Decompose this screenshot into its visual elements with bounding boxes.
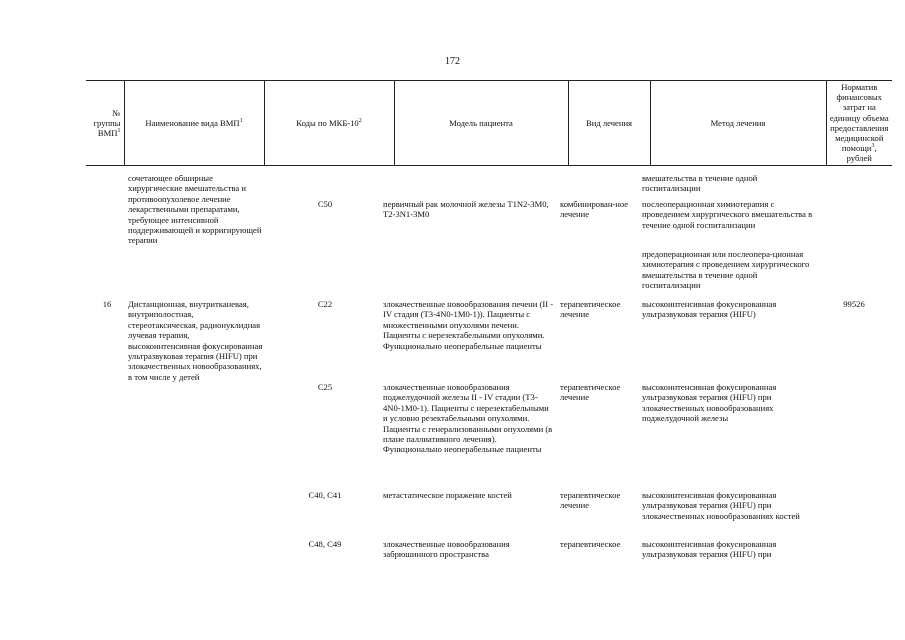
patient-model-c50: первичный рак молочной железы T1N2-3M0, T2-3N1-3M0 [383, 199, 549, 220]
treatment-type-c25: терапевтическое лечение [560, 382, 621, 403]
group-number-16: 16 [102, 299, 112, 309]
treatment-type-c40-c41: терапевтическое лечение [560, 490, 621, 511]
icd-code-c22: C22 [317, 299, 333, 309]
header-treatment-method: Метод лечения [650, 81, 826, 166]
header-patient-model: Модель пациента [394, 81, 568, 166]
header-vmp-name: Наименование вида ВМП$^1$ [124, 81, 264, 166]
patient-model-c40-c41: метастатическое поражение костей [383, 490, 512, 500]
header-group-number: № группы ВМП$^1$ [86, 81, 124, 166]
icd-code-c40-c41: C40, C41 [308, 490, 342, 500]
icd-code-c25: C25 [317, 382, 333, 392]
patient-model-c48-c49: злокачественные новообразования забрюшинного пространства [383, 539, 510, 560]
treatment-method-c40-c41: высокоинтенсивная фокусированная ультразвуковая терапия (HIFU) при злокачественных новообразованиях костей [642, 490, 800, 521]
treatment-method-c22: высокоинтенсивная фокусированная ультразвуковая терапия (HIFU) [642, 299, 777, 320]
cost-norm-16: 99526 [843, 299, 865, 309]
treatment-method-c50-preop: предоперационная или послеопера-ционная химиотерапия с проведением хирургического вмешательства в течение одной госпитализации [642, 249, 810, 291]
vmp-name-16: Дистанционная, внутритканевая, внутриполостная, стереотаксическая, радионуклидная лучевая терапия, высокоинтенсивная фокусированная ультразвуковая терапия (HIFU) при злокачественных новообразованиях, в том числе у детей [128, 299, 263, 382]
header-cost-norm: Норматив финансовых затрат на единицу объема предоставления медицинской помощи$^3$, рублей [826, 81, 892, 166]
patient-model-c22: злокачественные новообразования печени (II - IV стадия (T3-4N0-1M0-1)). Пациенты с множественными опухолями печени. Пациенты с нерезектабельными опухолями. Функционально неоперабельные пациенты [383, 299, 554, 351]
continuation-name: сочетающее обширные хирургические вмешательства и противоопухолевое лечение лекарственными препаратами, требующее интенсивной поддерживающей и корригирующей терапии [128, 173, 262, 246]
patient-model-c25: злокачественные новообразования поджелудочной железы II - IV стадии (T3-4N0-1M0-1). Пациенты с нерезектабельными и условно резектабельными опухолями. Пациенты с генерализованными опухолями (в плане паллиативного лечения). Функционально неоперабельные пациенты [383, 382, 553, 455]
header-icd-codes: Коды по МКБ-$10^2$ [264, 81, 394, 166]
treatment-type-c48-c49: терапевтическое [560, 539, 621, 549]
icd-code-c50: C50 [317, 199, 333, 209]
treatment-method-c48-c49: высокоинтенсивная фокусированная ультразвуковая терапия (HIFU) при [642, 539, 777, 560]
treatment-method-c25: высокоинтенсивная фокусированная ультразвуковая терапия (HIFU) при злокачественных новообразованиях поджелудочной железы [642, 382, 777, 424]
continuation-method: вмешательства в течение одной госпитализации [642, 173, 758, 194]
treatment-type-c50: комбинирован-ное лечение [560, 199, 629, 220]
page-number: 172 [445, 56, 460, 67]
icd-code-c48-c49: C48, C49 [308, 539, 342, 549]
treatment-type-c22: терапевтическое лечение [560, 299, 621, 320]
treatment-method-c50-postop: послеоперационная химиотерапия с проведением хирургического вмешательства в течение одной госпитализации [642, 199, 813, 230]
header-treatment-type: Вид лечения [568, 81, 650, 166]
